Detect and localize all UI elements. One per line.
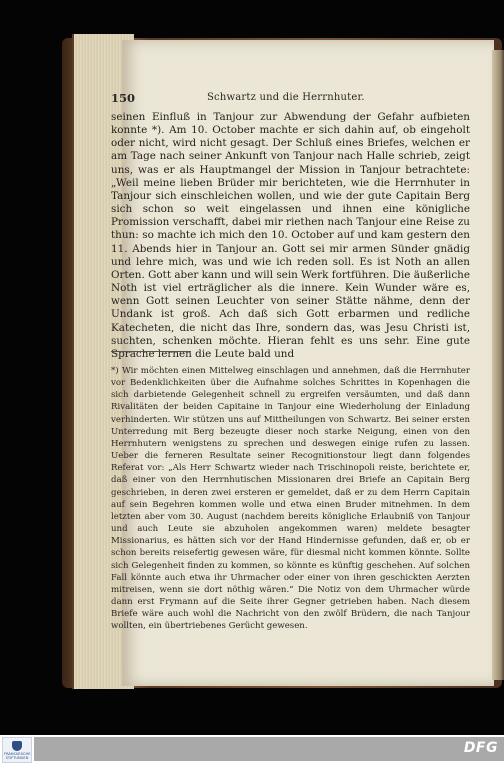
footnote: *) Wir möchten einen Mittelweg einschlagen und annehmen, daß die Herrnhuter vor Bedenklichkeiten über die Aufnahme solches Schrittes in Kopenhagen die sich darbietende Gelegenheit schnell zu ergreifen versäumten, und daß dann Rivalitäten der beiden Capitaine in Tanjour eine Wiederholung der Einladung verhinderten. Wir stützen uns auf Mittheilungen von Schwartz. Bei seiner ersten Unterredung mit Berg bezeugte dieser noch starke Neigung, einen von den Herrnhutern wenigstens zu sprechen und deswegen einige rufen zu lassen. Ueber die ferneren Resultate seiner Recognitionstour liegt dann folgendes Referat vor: „Als Herr Schwartz wieder nach Trischinopoli reiste, berichtete er, daß einer von den Herrnhutischen Missionaren drei Briefe an Capitain Berg geschrieben, in deren zwei ersteren er gemeldet, daß er zu dem Herrn Capitain auf sein Begehren kommen wolle und etwa einen Bruder mitnehmen. In dem letzten aber vom 30. August (nachdem bereits königliche Erlaubniß von Tanjour und auch Leute sie abzuholen angekommen waren) meldete besagter Missionarius, es hätten sich vor der Hand Hindernisse gefunden, daß er, ob er schon bereits reisefertig gewesen wäre, für diesmal nicht kommen könnte. Sollte sich Gelegenheit finden zu kommen, so könnte es künftig geschehen. Auf solchen Fall könnte auch etwa ihr Uhrmacher oder einer von ihren geschickten Aerzten mitreisen, wenn sie dort nöthig wären.“ Die Notiz von dem Uhrmacher würde dann erst Frymann auf die Seite ihrer Gegner getrieben haben. Nach diesem Briefe wäre auch wohl die Nachricht von den zwölf Brüdern, die nach Tanjour wollten, ein übertriebenes Gerücht gewesen. [111,366,470,632]
library-logo-text: FRANCKESCHE STIFTUNGEN [4,752,31,760]
page-number: 150 [111,91,136,105]
viewer-footer [0,735,504,763]
right-page-edge [492,50,504,680]
footnote-rule [111,351,191,352]
dfg-logo[interactable]: DFG [463,740,498,756]
running-head: Schwartz und die Herrnhuter. [207,92,365,103]
page-header [111,91,471,105]
body-text: seinen Einfluß in Tanjour zur Abwendung der Gefahr aufbieten konnte *). Am 10. October machte er sich dahin auf, ob eingeholt oder nicht, wird nicht gesagt. Der Schluß eines Briefes, welchen er am Tage nach seiner Ankunft von Tanjour nach Halle schrieb, zeigt uns, was er als Hauptmangel der Mission in Tanjour betrachtete: „Weil meine lieben Brüder mir berichteten, wie die Herrnhuter in Tanjour sich einschleichen wollen, und wie der gute Capitain Berg sich schon so weit eingelassen und ihnen eine königliche Promission verschafft, dabei mir riethen nach Tanjour eine Reise zu thun: so machte ich mich den 10. October auf und kam gestern den 11. Abends hier in Tanjour an. Gott sei mir armen Sünder gnädig und lehre mich, was und wie ich reden soll. Es ist Noth an allen Orten. Gott aber kann und will sein Werk fortführen. Die äußerliche Noth ist viel erträglicher als die innere. Kein Wunder wäre es, wenn Gott seinen Leuchter von seiner Stätte nähme, denn der Undank ist groß. Ach daß sich Gott erbarmen und redliche Katecheten, die nicht das Ihre, sondern das, was Jesu Christi ist, suchten, schenken möchte. Hieran fehlt es uns sehr. Eine gute Sprache lernen die Leute bald und [111,111,470,360]
footer-band [34,737,504,761]
library-logo[interactable] [2,737,32,763]
crest-icon [12,741,22,751]
